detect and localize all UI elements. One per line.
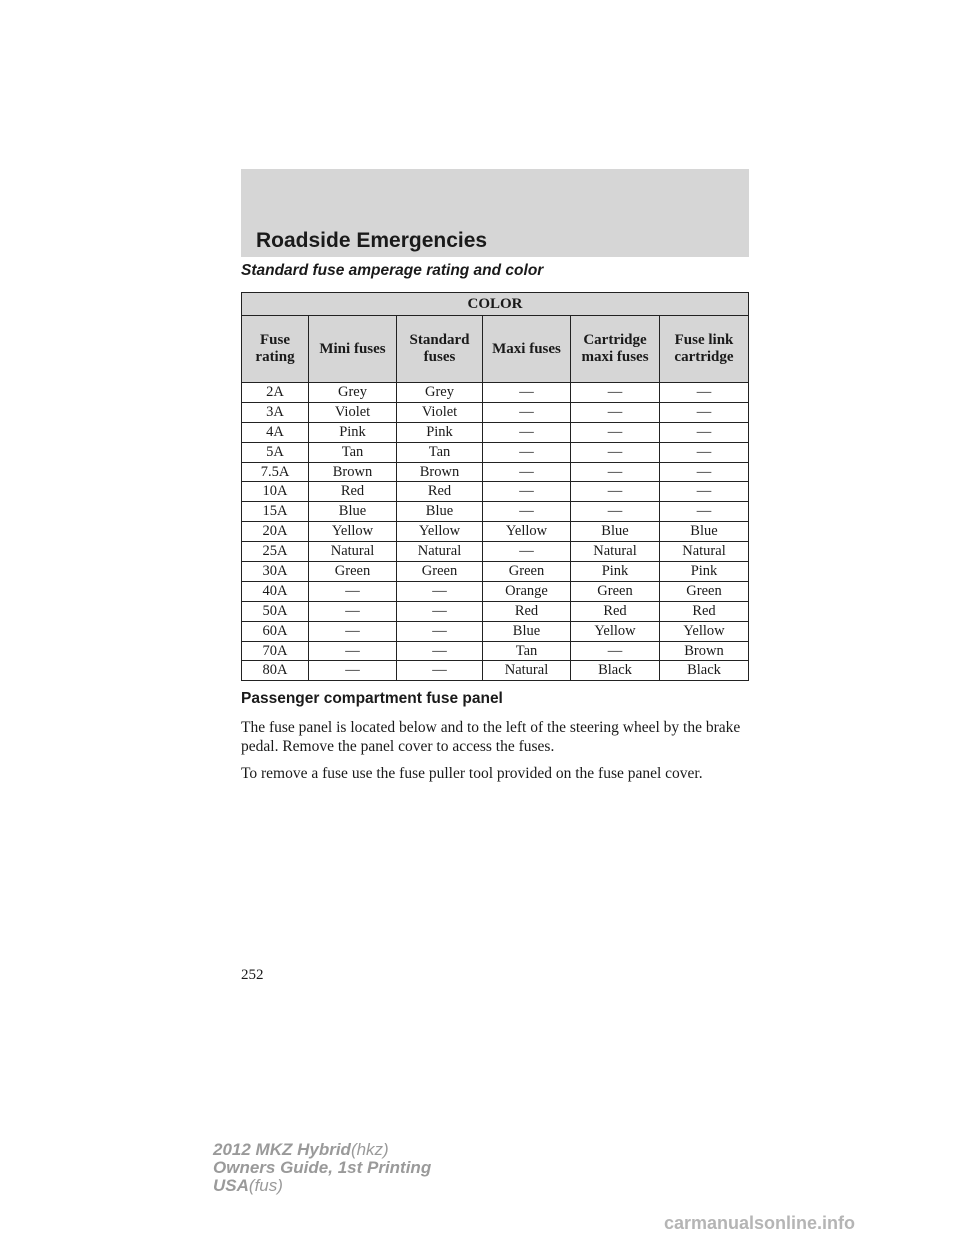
table-row bbox=[242, 482, 749, 502]
table-cell: Brown bbox=[660, 641, 749, 661]
table-cell: 15A bbox=[242, 502, 309, 522]
paragraph-location: The fuse panel is located below and to the left of the steering wheel by the brake pedal. Remove the panel cover to access the fuses. bbox=[241, 719, 741, 755]
table-cell: Green bbox=[483, 562, 571, 582]
table-cell: Pink bbox=[397, 422, 483, 442]
table-cell: — bbox=[660, 462, 749, 482]
footer-market: USA bbox=[213, 1176, 249, 1195]
table-cell: — bbox=[483, 422, 571, 442]
table-cell: — bbox=[571, 641, 660, 661]
table-cell: — bbox=[571, 383, 660, 403]
table-cell: — bbox=[309, 641, 397, 661]
table-cell: Black bbox=[660, 661, 749, 681]
section-header-band bbox=[241, 169, 749, 257]
table-cell: Grey bbox=[397, 383, 483, 403]
page-number: 252 bbox=[241, 967, 264, 983]
table-row bbox=[242, 641, 749, 661]
table-cell: — bbox=[660, 502, 749, 522]
table-cell: — bbox=[571, 422, 660, 442]
table-cell: 40A bbox=[242, 581, 309, 601]
table-cell: Green bbox=[660, 581, 749, 601]
table-cell: Natural bbox=[571, 542, 660, 562]
table-cell: 10A bbox=[242, 482, 309, 502]
table-cell: Brown bbox=[309, 462, 397, 482]
table-cell: — bbox=[571, 442, 660, 462]
table-cell: Pink bbox=[571, 562, 660, 582]
table-cell: Black bbox=[571, 661, 660, 681]
table-cell: — bbox=[397, 621, 483, 641]
table-cell: 25A bbox=[242, 542, 309, 562]
table-cell: — bbox=[309, 601, 397, 621]
table-row bbox=[242, 522, 749, 542]
table-cell: Yellow bbox=[483, 522, 571, 542]
table-cell: 70A bbox=[242, 641, 309, 661]
table-cell: 60A bbox=[242, 621, 309, 641]
footer-printing-info bbox=[213, 1141, 431, 1195]
table-row bbox=[242, 462, 749, 482]
table-cell: — bbox=[483, 383, 571, 403]
table-cell: Yellow bbox=[571, 621, 660, 641]
table-cell: Natural bbox=[660, 542, 749, 562]
watermark: carmanualsonline.info bbox=[664, 1213, 856, 1233]
table-row bbox=[242, 383, 749, 403]
table-cell: — bbox=[483, 462, 571, 482]
color-group-header: COLOR bbox=[242, 293, 749, 316]
table-cell: Violet bbox=[309, 402, 397, 422]
table-cell: Pink bbox=[309, 422, 397, 442]
table-cell: — bbox=[571, 462, 660, 482]
table-cell: — bbox=[397, 661, 483, 681]
table-cell: 2A bbox=[242, 383, 309, 403]
table-cell: — bbox=[483, 402, 571, 422]
table-row bbox=[242, 581, 749, 601]
column-header: Mini fuses bbox=[309, 316, 397, 383]
footer-model-code: (hkz) bbox=[350, 1140, 389, 1159]
table-cell: Yellow bbox=[309, 522, 397, 542]
section-title: Roadside Emergencies bbox=[256, 229, 488, 252]
table-cell: Blue bbox=[309, 502, 397, 522]
table-cell: Grey bbox=[309, 383, 397, 403]
table-cell: — bbox=[309, 581, 397, 601]
table-cell: — bbox=[660, 422, 749, 442]
column-header: Maxi fuses bbox=[483, 316, 571, 383]
table-cell: — bbox=[483, 482, 571, 502]
table-cell: Blue bbox=[483, 621, 571, 641]
table-cell: — bbox=[660, 402, 749, 422]
table-cell: Red bbox=[483, 601, 571, 621]
section-heading: Passenger compartment fuse panel bbox=[241, 690, 503, 707]
table-cell: — bbox=[397, 641, 483, 661]
column-header: Fuse link cartridge bbox=[660, 316, 749, 383]
table-cell: Green bbox=[309, 562, 397, 582]
table-cell: — bbox=[483, 442, 571, 462]
table-cell: Blue bbox=[571, 522, 660, 542]
column-header: Standard fuses bbox=[397, 316, 483, 383]
table-cell: — bbox=[309, 661, 397, 681]
table-cell: Yellow bbox=[660, 621, 749, 641]
table-cell: Red bbox=[397, 482, 483, 502]
table-cell: — bbox=[660, 482, 749, 502]
table-cell: Natural bbox=[483, 661, 571, 681]
table-cell: 7.5A bbox=[242, 462, 309, 482]
table-row bbox=[242, 422, 749, 442]
table-cell: Pink bbox=[660, 562, 749, 582]
table-cell: Natural bbox=[309, 542, 397, 562]
table-cell: Red bbox=[660, 601, 749, 621]
table-row bbox=[242, 661, 749, 681]
table-cell: Tan bbox=[397, 442, 483, 462]
table-caption: Standard fuse amperage rating and color bbox=[241, 262, 544, 279]
footer-market-code: (fus) bbox=[248, 1176, 283, 1195]
table-cell: 5A bbox=[242, 442, 309, 462]
column-header: Cartridge maxi fuses bbox=[571, 316, 660, 383]
table-cell: — bbox=[660, 442, 749, 462]
table-cell: 20A bbox=[242, 522, 309, 542]
table-cell: Blue bbox=[397, 502, 483, 522]
table-cell: Yellow bbox=[397, 522, 483, 542]
footer-model: 2012 MKZ Hybrid bbox=[213, 1140, 351, 1159]
table-cell: — bbox=[397, 581, 483, 601]
table-cell: — bbox=[397, 601, 483, 621]
table-cell: 80A bbox=[242, 661, 309, 681]
table-cell: — bbox=[483, 542, 571, 562]
table-cell: Tan bbox=[309, 442, 397, 462]
column-header: Fuse rating bbox=[242, 316, 309, 383]
table-cell: — bbox=[571, 502, 660, 522]
table-cell: — bbox=[309, 621, 397, 641]
table-row bbox=[242, 402, 749, 422]
footer-printing: Owners Guide, 1st Printing bbox=[213, 1158, 432, 1177]
table-row bbox=[242, 621, 749, 641]
table-cell: — bbox=[571, 482, 660, 502]
table-cell: Red bbox=[309, 482, 397, 502]
table-cell: Natural bbox=[397, 542, 483, 562]
table-cell: 30A bbox=[242, 562, 309, 582]
table-cell: 50A bbox=[242, 601, 309, 621]
paragraph-removal: To remove a fuse use the fuse puller tool provided on the fuse panel cover. bbox=[241, 765, 703, 782]
table-cell: Blue bbox=[660, 522, 749, 542]
table-cell: Green bbox=[397, 562, 483, 582]
table-cell: Green bbox=[571, 581, 660, 601]
fuse-color-table bbox=[241, 292, 749, 681]
table-cell: 3A bbox=[242, 402, 309, 422]
table-cell: Tan bbox=[483, 641, 571, 661]
table-row bbox=[242, 601, 749, 621]
table-row bbox=[242, 442, 749, 462]
table-row bbox=[242, 562, 749, 582]
table-cell: 4A bbox=[242, 422, 309, 442]
table-cell: Orange bbox=[483, 581, 571, 601]
table-cell: Violet bbox=[397, 402, 483, 422]
table-cell: — bbox=[660, 383, 749, 403]
table-row bbox=[242, 502, 749, 522]
table-cell: — bbox=[483, 502, 571, 522]
table-cell: Brown bbox=[397, 462, 483, 482]
table-row bbox=[242, 542, 749, 562]
table-cell: — bbox=[571, 402, 660, 422]
table-cell: Red bbox=[571, 601, 660, 621]
